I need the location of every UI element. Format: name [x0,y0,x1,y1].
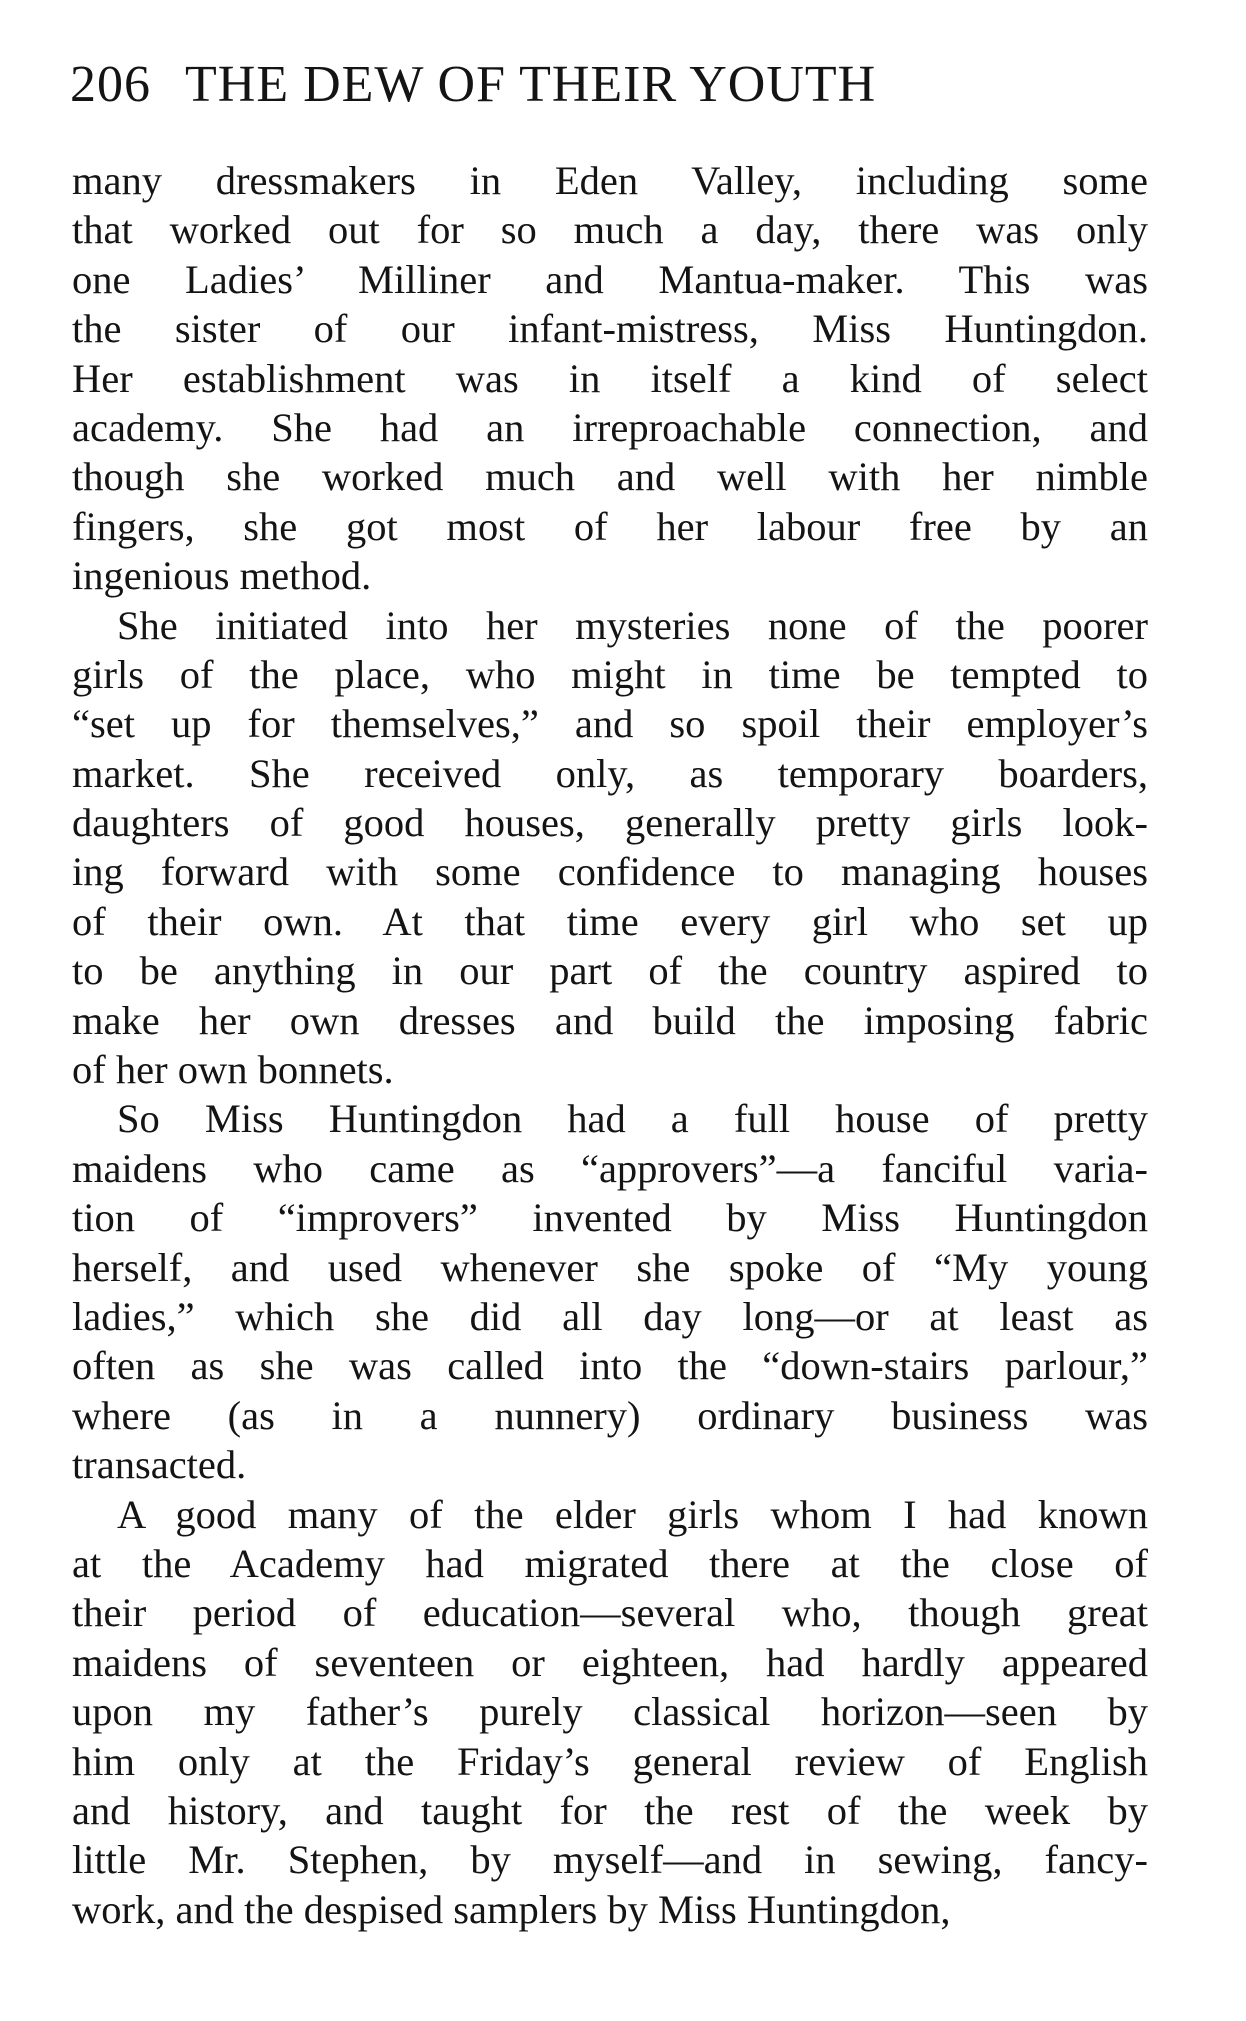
running-header [70,50,1150,120]
text-line: Her establishment was in itself a kind of select [72,355,1148,401]
text-line: A good many of the elder girls whom I had known [117,1491,1148,1537]
text-line: many dressmakers in Eden Valley, including some [72,158,1148,203]
running-title: THE DEW OF THEIR YOUTH [185,56,877,113]
text-line: make her own dresses and build the imposing fabric [72,997,1148,1043]
text-line: upon my father’s purely classical horizon—seen by [72,1689,1148,1735]
text-line: and history, and taught for the rest of the week by [72,1787,1148,1833]
text-line: that worked out for so much a day, there was only [72,207,1148,253]
text-line: ingenious method. [72,553,372,599]
paragraph [72,1490,1148,1935]
text-line: of her own bonnets. [72,1047,394,1093]
text-line: him only at the Friday’s general review of English [72,1738,1148,1784]
text-line: fingers, she got most of her labour free by an [72,503,1148,549]
text-line: daughters of good houses, generally pretty girls look- [72,800,1148,846]
text-line: work, and the despised samplers by Miss Huntingdon, [72,1886,951,1932]
text-line: often as she was called into the “down-stairs parlour,” [72,1343,1148,1389]
paragraph [72,156,1148,601]
text-line: “set up for themselves,” and so spoil their employer’s [72,701,1148,747]
text-line: herself, and used whenever she spoke of “My young [72,1244,1148,1290]
paragraph [72,601,1148,1095]
text-line: though she worked much and well with her nimble [72,454,1148,500]
text-line: ing forward with some confidence to managing houses [72,849,1148,895]
text-line: one Ladies’ Milliner and Mantua-maker. This was [72,256,1148,302]
text-line: of their own. At that time every girl who set up [72,898,1148,944]
text-line: ladies,” which she did all day long—or at least as [72,1293,1148,1339]
text-line: their period of education—several who, though great [72,1590,1148,1636]
text-line: where (as in a nunnery) ordinary business was [72,1392,1148,1438]
text-line: tion of “improvers” invented by Miss Huntingdon [72,1195,1148,1241]
body-text [72,156,1148,1934]
text-line: the sister of our infant-mistress, Miss Huntingdon. [72,306,1148,352]
text-line: maidens of seventeen or eighteen, had hardly appeared [72,1639,1148,1685]
page-number: 206 [70,56,151,113]
text-line: at the Academy had migrated there at the close of [72,1540,1148,1586]
text-line: market. She received only, as temporary boarders, [72,750,1148,796]
text-line: academy. She had an irreproachable connection, and [72,404,1148,450]
text-line: transacted. [72,1442,247,1488]
text-line: So Miss Huntingdon had a full house of pretty [117,1096,1148,1142]
text-line: little Mr. Stephen, by myself—and in sewing, fancy- [72,1837,1148,1883]
text-line: girls of the place, who might in time be tempted to [72,651,1148,697]
text-line: maidens who came as “approvers”—a fanciful varia- [72,1145,1148,1191]
text-line: to be anything in our part of the country aspired to [72,948,1148,994]
text-line: She initiated into her mysteries none of the poorer [117,602,1148,648]
paragraph [72,1094,1148,1489]
